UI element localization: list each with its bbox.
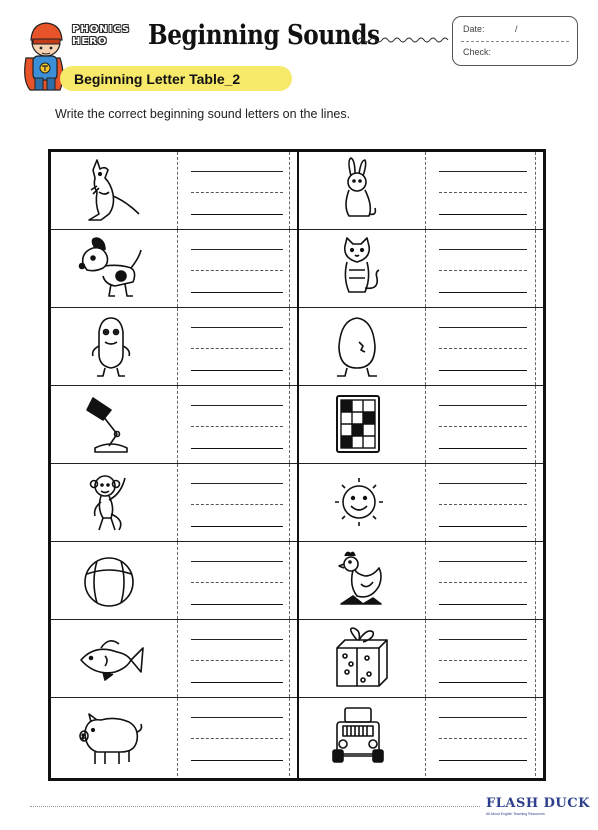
- table-row: [299, 230, 543, 308]
- writing-line-mid[interactable]: [439, 582, 527, 583]
- writing-line-base[interactable]: [439, 448, 527, 449]
- cell-separator: [177, 698, 178, 776]
- logo-word-hero: HERO: [72, 36, 108, 47]
- lamp-icon: [75, 390, 147, 460]
- egg-icon: [323, 312, 395, 382]
- check-label: Check:: [463, 47, 492, 57]
- writing-line-base[interactable]: [191, 448, 283, 449]
- table-row: [51, 698, 297, 776]
- cell-separator: [535, 698, 536, 776]
- writing-line-base[interactable]: [191, 682, 283, 683]
- date-check-box: [452, 16, 578, 66]
- cell-separator: [289, 698, 290, 776]
- writing-line-top[interactable]: [439, 249, 527, 250]
- writing-line-base[interactable]: [439, 214, 527, 215]
- writing-line-top[interactable]: [439, 561, 527, 562]
- writing-line-mid[interactable]: [191, 270, 283, 271]
- writing-line-mid[interactable]: [191, 348, 283, 349]
- writing-line-top[interactable]: [439, 327, 527, 328]
- jeep-icon: [323, 702, 395, 772]
- logo-word-phonics: PHONICS: [72, 24, 131, 35]
- table-row: [299, 308, 543, 386]
- writing-line-mid[interactable]: [439, 192, 527, 193]
- writing-line-mid[interactable]: [439, 426, 527, 427]
- writing-line-top[interactable]: [191, 171, 283, 172]
- writing-line-base[interactable]: [191, 292, 283, 293]
- egg-creature-icon: [75, 312, 147, 382]
- quilt-icon: [323, 390, 395, 460]
- date-label: Date:: [463, 24, 485, 34]
- writing-line-base[interactable]: [191, 526, 283, 527]
- cat-icon: [323, 234, 395, 304]
- cell-separator: [535, 230, 536, 307]
- writing-line-mid[interactable]: [439, 660, 527, 661]
- cell-separator: [289, 230, 290, 307]
- cell-separator: [425, 464, 426, 541]
- right-column: [299, 152, 543, 778]
- flash-duck-tagline: All About English Teaching Resources: [486, 812, 545, 816]
- monkey-icon: [75, 468, 147, 538]
- writing-line-base[interactable]: [439, 526, 527, 527]
- writing-line-top[interactable]: [439, 483, 527, 484]
- writing-line-base[interactable]: [191, 760, 283, 761]
- writing-line-base[interactable]: [191, 214, 283, 215]
- ball-icon: [75, 546, 147, 616]
- writing-line-base[interactable]: [439, 604, 527, 605]
- pig-icon: [75, 702, 147, 772]
- writing-line-top[interactable]: [439, 717, 527, 718]
- sun-icon: [323, 468, 395, 538]
- writing-line-top[interactable]: [191, 639, 283, 640]
- cell-separator: [535, 386, 536, 463]
- cell-separator: [289, 620, 290, 697]
- left-column: [51, 152, 297, 778]
- footer-dotted-rule: [30, 806, 480, 807]
- writing-line-top[interactable]: [191, 717, 283, 718]
- cell-separator: [425, 542, 426, 619]
- cell-separator: [535, 542, 536, 619]
- gift-icon: [323, 624, 395, 694]
- cell-separator: [177, 620, 178, 697]
- table-row: [51, 464, 297, 542]
- title-squiggle-decoration: [358, 35, 450, 45]
- worksheet-subtitle: Beginning Letter Table_2: [74, 71, 241, 87]
- writing-line-mid[interactable]: [191, 660, 283, 661]
- cell-separator: [425, 386, 426, 463]
- cell-separator: [289, 542, 290, 619]
- table-row: [51, 542, 297, 620]
- cell-separator: [177, 386, 178, 463]
- cell-separator: [535, 152, 536, 229]
- flash-duck-logo: FLASH DUCK: [486, 796, 590, 811]
- writing-line-base[interactable]: [191, 370, 283, 371]
- writing-line-base[interactable]: [439, 292, 527, 293]
- cell-separator: [177, 464, 178, 541]
- cell-separator: [177, 308, 178, 385]
- cell-separator: [177, 152, 178, 229]
- writing-line-mid[interactable]: [439, 270, 527, 271]
- writing-line-top[interactable]: [191, 249, 283, 250]
- writing-line-base[interactable]: [439, 760, 527, 761]
- cell-separator: [289, 152, 290, 229]
- cell-separator: [289, 464, 290, 541]
- answer-table: [48, 149, 546, 781]
- writing-line-mid[interactable]: [191, 738, 283, 739]
- writing-line-mid[interactable]: [439, 738, 527, 739]
- writing-line-mid[interactable]: [191, 426, 283, 427]
- writing-line-base[interactable]: [439, 682, 527, 683]
- page-title: Beginning Sounds: [148, 20, 380, 51]
- writing-line-top[interactable]: [191, 483, 283, 484]
- writing-line-base[interactable]: [439, 370, 527, 371]
- cell-separator: [535, 464, 536, 541]
- cell-separator: [177, 542, 178, 619]
- writing-line-mid[interactable]: [439, 348, 527, 349]
- table-row: [299, 620, 543, 698]
- instruction-text: Write the correct beginning sound letters on the lines.: [55, 107, 351, 121]
- writing-line-top[interactable]: [439, 171, 527, 172]
- cell-separator: [289, 386, 290, 463]
- cell-separator: [425, 698, 426, 776]
- kangaroo-icon: [75, 156, 147, 226]
- writing-line-mid[interactable]: [191, 582, 283, 583]
- writing-line-top[interactable]: [191, 561, 283, 562]
- cell-separator: [535, 308, 536, 385]
- table-row: [51, 152, 297, 230]
- cell-separator: [289, 308, 290, 385]
- cell-separator: [425, 230, 426, 307]
- writing-line-mid[interactable]: [191, 192, 283, 193]
- table-row: [51, 308, 297, 386]
- rabbit-icon: [323, 156, 395, 226]
- date-separator: /: [515, 24, 518, 34]
- table-row: [51, 230, 297, 308]
- cell-separator: [425, 152, 426, 229]
- table-row: [299, 542, 543, 620]
- cell-separator: [425, 308, 426, 385]
- writing-line-top[interactable]: [439, 405, 527, 406]
- cell-separator: [425, 620, 426, 697]
- table-row: [51, 620, 297, 698]
- table-row: [299, 386, 543, 464]
- date-divider: [461, 41, 569, 42]
- cell-separator: [177, 230, 178, 307]
- writing-line-mid[interactable]: [439, 504, 527, 505]
- table-row: [299, 152, 543, 230]
- table-row: [299, 698, 543, 776]
- fish-icon: [75, 624, 147, 694]
- writing-line-base[interactable]: [191, 604, 283, 605]
- writing-line-mid[interactable]: [191, 504, 283, 505]
- cell-separator: [535, 620, 536, 697]
- dog-icon: [75, 234, 147, 304]
- writing-line-top[interactable]: [191, 327, 283, 328]
- writing-line-top[interactable]: [439, 639, 527, 640]
- hen-icon: [323, 546, 395, 616]
- table-row: [299, 464, 543, 542]
- table-row: [51, 386, 297, 464]
- writing-line-top[interactable]: [191, 405, 283, 406]
